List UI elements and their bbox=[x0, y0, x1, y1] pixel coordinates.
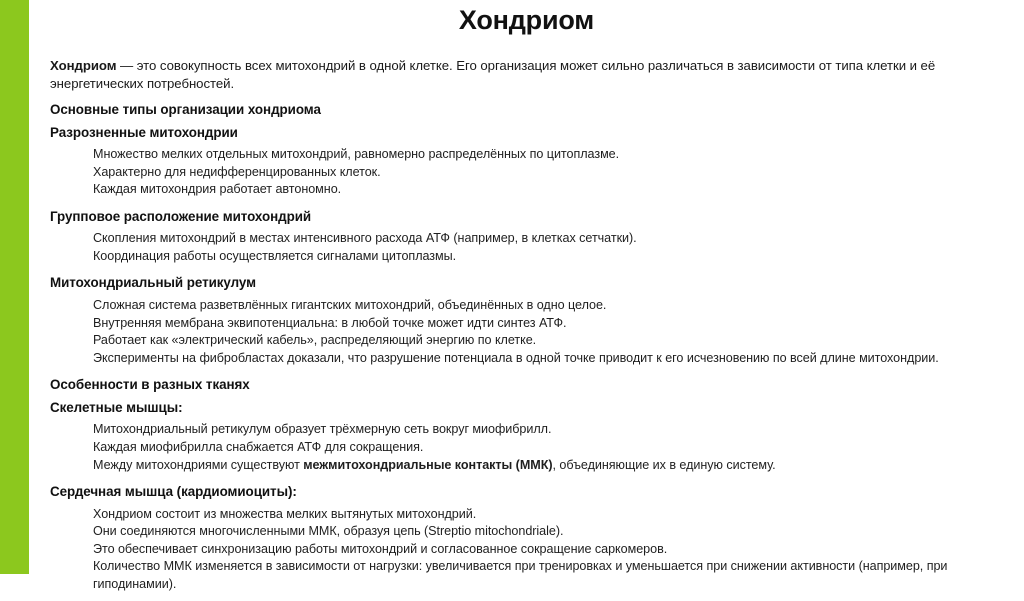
list-item: Каждая митохондрия работает автономно. bbox=[93, 182, 342, 197]
section-lines bbox=[50, 421, 1010, 474]
left-accent-bar bbox=[0, 0, 29, 574]
list-item: Они соединяются многочисленными ММК, образуя цепь (Streptio mitochondriale). bbox=[93, 524, 564, 539]
section-organization-types bbox=[50, 101, 1010, 199]
section-lines bbox=[50, 230, 1010, 265]
intro-rest-text: — это совокупность всех митохондрий в одной клетке. Его организация может сильно различаться в зависимости от типа клетки и её энергетических потребностей. bbox=[50, 58, 936, 91]
list-item: Митохондриальный ретикулум образует трёхмерную сеть вокруг миофибрилл. bbox=[93, 422, 552, 437]
list-item: Множество мелких отдельных митохондрий, равномерно распределённых по цитоплазме. bbox=[93, 147, 620, 161]
list-item: Скопления митохондрий в местах интенсивного расхода АТФ (например, в клетках сетчатки). bbox=[93, 231, 637, 246]
section-lines bbox=[50, 297, 1010, 367]
list-item: Хондриом состоит из множества мелких вытянутых митохондрий. bbox=[93, 506, 477, 521]
section-lines bbox=[50, 506, 1010, 594]
section-subheading: Разрозненные митохондрии bbox=[50, 124, 238, 140]
mmk-term-bold: межмитохондриальные контакты (ММК) bbox=[303, 457, 553, 472]
section-subheading: Скелетные мышцы: bbox=[50, 399, 183, 415]
page-title: Хондриом bbox=[458, 5, 595, 35]
slide-content bbox=[50, 57, 1010, 601]
list-item: Это обеспечивает синхронизацию работы митохондрий и согласованное сокращение саркомеров. bbox=[93, 541, 668, 556]
list-item: Характерно для недифференцированных клеток. bbox=[93, 164, 381, 179]
list-item: Сложная система разветвлённых гигантских митохондрий, объединённых в одно целое. bbox=[93, 297, 607, 312]
mmk-text-before: Между митохондриями существуют bbox=[93, 457, 304, 472]
section-grouped-arrangement bbox=[50, 208, 1010, 266]
list-item: Эксперименты на фибробластах доказали, что разрушение потенциала в одной точке приводит к его исчезновению по всей длине митохондрии. bbox=[93, 350, 939, 365]
section-cardiac-muscle bbox=[50, 483, 1010, 593]
intro-paragraph bbox=[50, 57, 1010, 92]
section-heading: Особенности в разных тканях bbox=[50, 377, 250, 393]
list-item: Координация работы осуществляется сигналами цитоплазмы. bbox=[93, 248, 457, 263]
section-mitochondrial-reticulum bbox=[50, 274, 1010, 367]
list-item: Работает как «электрический кабель», распределяющий энергию по клетке. bbox=[93, 333, 537, 348]
intro-lead-term: Хондриом bbox=[50, 58, 117, 73]
section-heading: Групповое расположение митохондрий bbox=[50, 208, 312, 224]
mmk-text-after: , объединяющие их в единую систему. bbox=[552, 457, 776, 472]
section-heading: Основные типы организации хондриома bbox=[50, 102, 321, 117]
section-heading: Митохондриальный ретикулум bbox=[50, 275, 256, 291]
list-item-mmk bbox=[93, 457, 1010, 475]
section-heading: Сердечная мышца (кардиомиоциты): bbox=[50, 484, 297, 500]
section-tissue-features bbox=[50, 376, 1010, 474]
section-lines bbox=[50, 146, 1010, 199]
list-item: Каждая миофибрилла снабжается АТФ для сокращения. bbox=[93, 439, 424, 454]
list-item: Внутренняя мембрана эквипотенциальна: в любой точке может идти синтез АТФ. bbox=[93, 315, 567, 330]
list-item: Количество ММК изменяется в зависимости от нагрузки: увеличивается при тренировках и уменьшается при снижении активности (например, при гиподинамии). bbox=[93, 559, 948, 591]
